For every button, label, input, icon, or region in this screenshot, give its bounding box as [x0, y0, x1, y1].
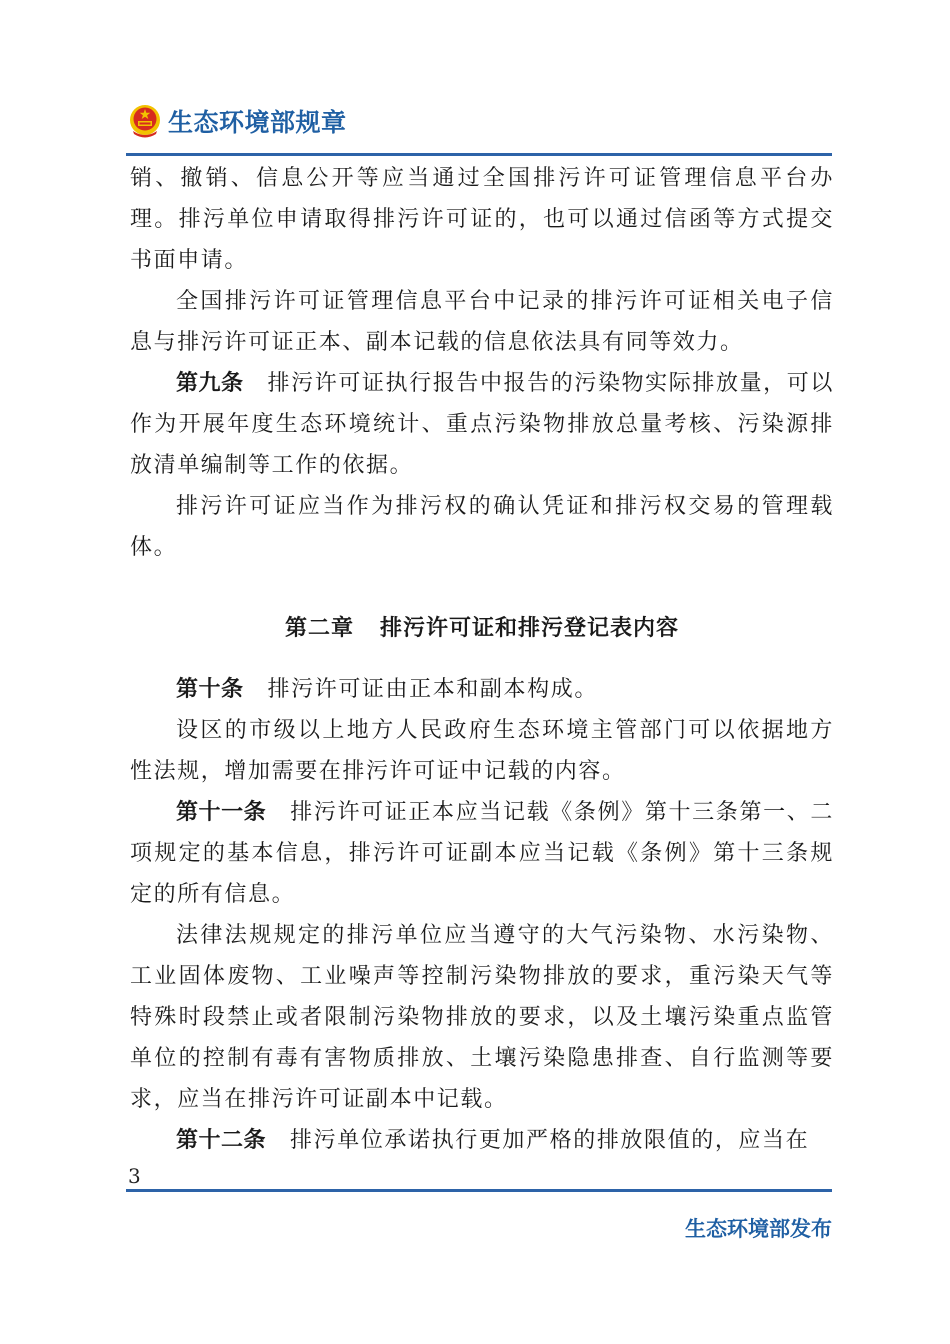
footer-publisher: 生态环境部发布 — [685, 1217, 832, 1241]
header-rule — [126, 153, 832, 156]
page-number: 3 — [128, 1164, 141, 1188]
article-11 — [130, 792, 834, 915]
article-10 — [130, 669, 834, 710]
article-10-paragraph-2: 设区的市级以上地方人民政府生态环境主管部门可以依据地方性法规，增加需要在排污许可证中记载的内容。 — [130, 718, 834, 784]
article-9 — [130, 363, 834, 486]
page-header — [128, 96, 347, 146]
chapter-heading — [130, 608, 834, 649]
article-12-text: 排污单位承诺执行更加严格的排放限值的，应当在 — [290, 1128, 810, 1153]
article-12-label: 第十二条 — [176, 1128, 267, 1153]
article-9-text: 排污许可证执行报告中报告的污染物实际排放量，可以作为开展年度生态环境统计、重点污染物排放总量考核、污染源排放清单编制等工作的依据。 — [130, 371, 834, 478]
article-9-paragraph-2: 排污许可证应当作为排污权的确认凭证和排污权交易的管理载体。 — [130, 494, 834, 560]
article-10-label: 第十条 — [176, 677, 244, 702]
article-11-text: 排污许可证正本应当记载《条例》第十三条第一、二项规定的基本信息，排污许可证副本应当记载《条例》第十三条规定的所有信息。 — [130, 800, 834, 907]
paragraph-continuation: 销、撤销、信息公开等应当通过全国排污许可证管理信息平台办理。排污单位申请取得排污许可证的，也可以通过信函等方式提交书面申请。 — [130, 166, 834, 273]
article-11-paragraph-2: 法律法规规定的排污单位应当遵守的大气污染物、水污染物、工业固体废物、工业噪声等控制污染物排放的要求，重污染天气等特殊时段禁止或者限制污染物排放的要求，以及土壤污染重点监管单位的控制有毒有害物质排放、土壤污染隐患排查、自行监测等要求，应当在排污许可证副本中记载。 — [130, 923, 834, 1112]
footer-rule — [126, 1189, 832, 1192]
document-body — [130, 158, 834, 1161]
national-emblem-icon — [128, 103, 162, 139]
article-10-text: 排污许可证由正本和副本构成。 — [267, 677, 598, 702]
article-9-label: 第九条 — [176, 371, 244, 396]
chapter-title: 排污许可证和排污登记表内容 — [380, 616, 680, 641]
header-title: 生态环境部规章 — [168, 108, 347, 137]
article-12 — [130, 1120, 834, 1161]
paragraph-platform-records: 全国排污许可证管理信息平台中记录的排污许可证相关电子信息与排污许可证正本、副本记载的信息依法具有同等效力。 — [130, 289, 834, 355]
chapter-number: 第二章 — [284, 616, 354, 641]
article-11-label: 第十一条 — [176, 800, 267, 825]
